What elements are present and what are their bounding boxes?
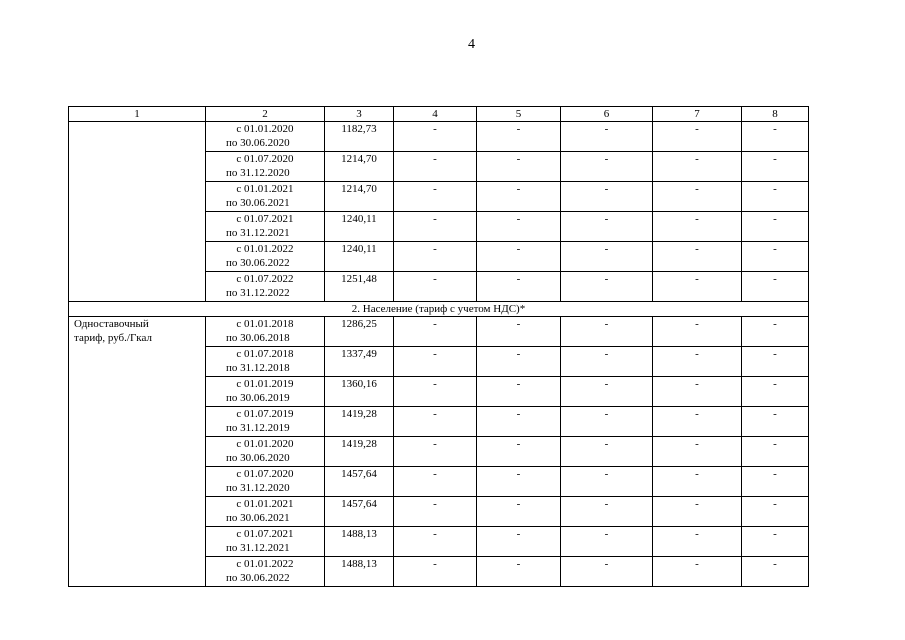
column-header: 6 (561, 107, 653, 122)
dash-cell: - (561, 182, 653, 212)
dash-cell: - (394, 497, 477, 527)
dash-cell: - (742, 377, 809, 407)
period-from: с 01.01.2019 (236, 378, 294, 390)
tariff-value-cell: 1457,64 (325, 497, 394, 527)
dash-cell: - (477, 122, 561, 152)
column-header: 1 (69, 107, 206, 122)
column-header: 4 (394, 107, 477, 122)
dash-cell: - (561, 212, 653, 242)
period-to: по 30.06.2022 (226, 257, 290, 269)
dash-cell: - (742, 212, 809, 242)
tariff-value-cell: 1214,70 (325, 152, 394, 182)
dash-cell: - (742, 272, 809, 302)
dash-cell: - (394, 407, 477, 437)
tariff-unit-line: тариф, руб./Гкал (74, 332, 152, 344)
dash-cell: - (653, 317, 742, 347)
tariff-value-cell: 1337,49 (325, 347, 394, 377)
period-to: по 30.06.2021 (226, 197, 290, 209)
period-to: по 31.12.2020 (226, 167, 290, 179)
period-to: по 30.06.2018 (226, 332, 290, 344)
period-cell (206, 347, 325, 377)
dash-cell: - (653, 377, 742, 407)
tariff-value-cell: 1419,28 (325, 407, 394, 437)
dash-cell: - (394, 557, 477, 587)
period-from: с 01.01.2018 (236, 318, 294, 330)
tariff-type-line: Одноставочный (74, 318, 149, 330)
dash-cell: - (653, 272, 742, 302)
dash-cell: - (653, 467, 742, 497)
dash-cell: - (477, 242, 561, 272)
period-to: по 30.06.2020 (226, 137, 290, 149)
dash-cell: - (653, 407, 742, 437)
dash-cell: - (477, 347, 561, 377)
dash-cell: - (653, 557, 742, 587)
period-from: с 01.07.2019 (236, 408, 294, 420)
tariff-value-cell: 1360,16 (325, 377, 394, 407)
dash-cell: - (742, 557, 809, 587)
period-cell (206, 152, 325, 182)
dash-cell: - (561, 467, 653, 497)
tariff-table (68, 106, 809, 587)
dash-cell: - (742, 152, 809, 182)
tariff-type-cell (69, 317, 206, 587)
dash-cell: - (477, 407, 561, 437)
period-from: с 01.01.2022 (236, 558, 294, 570)
dash-cell: - (561, 152, 653, 182)
dash-cell: - (394, 272, 477, 302)
dash-cell: - (653, 527, 742, 557)
dash-cell: - (742, 407, 809, 437)
dash-cell: - (394, 212, 477, 242)
period-cell (206, 242, 325, 272)
dash-cell: - (653, 152, 742, 182)
dash-cell: - (561, 347, 653, 377)
period-from: с 01.07.2022 (236, 273, 294, 285)
column-header: 3 (325, 107, 394, 122)
dash-cell: - (394, 467, 477, 497)
dash-cell: - (742, 437, 809, 467)
period-to: по 31.12.2018 (226, 362, 290, 374)
period-cell (206, 212, 325, 242)
dash-cell: - (477, 152, 561, 182)
period-from: с 01.07.2020 (236, 153, 294, 165)
column-header: 7 (653, 107, 742, 122)
dash-cell: - (394, 152, 477, 182)
period-to: по 31.12.2019 (226, 422, 290, 434)
dash-cell: - (477, 437, 561, 467)
section-title: 2. Население (тариф с учетом НДС)* (69, 302, 809, 317)
dash-cell: - (561, 407, 653, 437)
dash-cell: - (561, 437, 653, 467)
dash-cell: - (477, 377, 561, 407)
column-number-row (69, 107, 809, 122)
dash-cell: - (561, 527, 653, 557)
dash-cell: - (742, 467, 809, 497)
tariff-value-cell: 1240,11 (325, 212, 394, 242)
period-cell (206, 437, 325, 467)
column-header: 5 (477, 107, 561, 122)
period-from: с 01.01.2021 (236, 183, 294, 195)
dash-cell: - (561, 122, 653, 152)
page-number: 4 (468, 37, 475, 52)
dash-cell: - (742, 527, 809, 557)
dash-cell: - (394, 122, 477, 152)
dash-cell: - (561, 272, 653, 302)
dash-cell: - (653, 122, 742, 152)
period-cell (206, 182, 325, 212)
dash-cell: - (477, 467, 561, 497)
period-cell (206, 557, 325, 587)
tariff-value-cell: 1251,48 (325, 272, 394, 302)
tariff-value-cell: 1457,64 (325, 467, 394, 497)
dash-cell: - (394, 317, 477, 347)
period-cell (206, 497, 325, 527)
dash-cell: - (742, 182, 809, 212)
column-header: 2 (206, 107, 325, 122)
dash-cell: - (742, 122, 809, 152)
period-from: с 01.07.2020 (236, 468, 294, 480)
tariff-type-cell (69, 122, 206, 302)
dash-cell: - (394, 182, 477, 212)
period-cell (206, 407, 325, 437)
tariff-value-cell: 1182,73 (325, 122, 394, 152)
period-from: с 01.01.2022 (236, 243, 294, 255)
dash-cell: - (742, 242, 809, 272)
period-to: по 31.12.2021 (226, 227, 290, 239)
tariff-value-cell: 1488,13 (325, 557, 394, 587)
dash-cell: - (742, 317, 809, 347)
period-to: по 30.06.2021 (226, 512, 290, 524)
dash-cell: - (477, 317, 561, 347)
dash-cell: - (394, 377, 477, 407)
period-to: по 31.12.2022 (226, 287, 290, 299)
tariff-value-cell: 1419,28 (325, 437, 394, 467)
dash-cell: - (394, 242, 477, 272)
period-to: по 30.06.2022 (226, 572, 290, 584)
dash-cell: - (653, 497, 742, 527)
dash-cell: - (394, 347, 477, 377)
table-row (69, 122, 809, 152)
dash-cell: - (653, 242, 742, 272)
dash-cell: - (742, 347, 809, 377)
dash-cell: - (477, 272, 561, 302)
dash-cell: - (477, 182, 561, 212)
tariff-value-cell: 1214,70 (325, 182, 394, 212)
dash-cell: - (477, 212, 561, 242)
period-cell (206, 467, 325, 497)
period-cell (206, 377, 325, 407)
period-from: с 01.01.2020 (236, 123, 294, 135)
dash-cell: - (561, 377, 653, 407)
dash-cell: - (561, 242, 653, 272)
dash-cell: - (653, 212, 742, 242)
table-row (69, 317, 809, 347)
dash-cell: - (561, 557, 653, 587)
period-cell (206, 122, 325, 152)
column-header: 8 (742, 107, 809, 122)
dash-cell: - (394, 437, 477, 467)
period-from: с 01.07.2021 (236, 528, 294, 540)
period-from: с 01.01.2020 (236, 438, 294, 450)
dash-cell: - (653, 347, 742, 377)
section-header-row (69, 302, 809, 317)
dash-cell: - (477, 497, 561, 527)
period-cell (206, 527, 325, 557)
period-to: по 31.12.2020 (226, 482, 290, 494)
dash-cell: - (394, 527, 477, 557)
tariff-value-cell: 1286,25 (325, 317, 394, 347)
period-cell (206, 317, 325, 347)
period-cell (206, 272, 325, 302)
period-to: по 31.12.2021 (226, 542, 290, 554)
tariff-value-cell: 1488,13 (325, 527, 394, 557)
dash-cell: - (477, 557, 561, 587)
dash-cell: - (561, 317, 653, 347)
dash-cell: - (653, 182, 742, 212)
dash-cell: - (653, 437, 742, 467)
period-to: по 30.06.2019 (226, 392, 290, 404)
period-from: с 01.07.2018 (236, 348, 294, 360)
dash-cell: - (561, 497, 653, 527)
period-to: по 30.06.2020 (226, 452, 290, 464)
dash-cell: - (477, 527, 561, 557)
period-from: с 01.01.2021 (236, 498, 294, 510)
period-from: с 01.07.2021 (236, 213, 294, 225)
tariff-value-cell: 1240,11 (325, 242, 394, 272)
dash-cell: - (742, 497, 809, 527)
